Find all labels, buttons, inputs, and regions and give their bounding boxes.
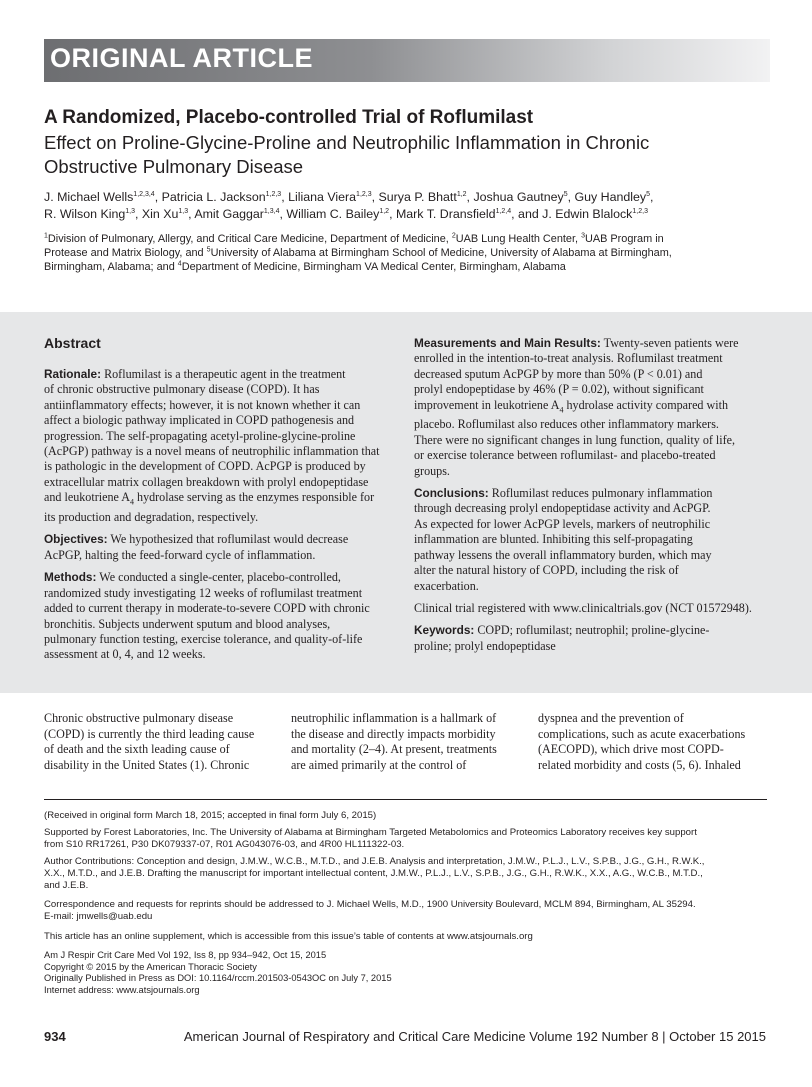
- author-affiliation-marker: 1,3: [178, 207, 189, 215]
- abstract-line: Roflumilast is a therapeutic agent in the treatment: [104, 367, 346, 381]
- abstract-line: decreased sputum AcPGP by more than 50% (P < 0.01) and: [414, 366, 703, 381]
- author-name: Liliana Viera: [288, 190, 357, 204]
- author-affiliation-marker: 5: [563, 190, 568, 198]
- body-column-3: [538, 711, 745, 773]
- abstract-line: Twenty-seven patients were: [603, 336, 739, 350]
- affiliation-number: 3: [581, 232, 585, 240]
- abstract-fragment: hydrolase activity compared with: [566, 397, 729, 412]
- article-subtitle-line-2: Obstructive Pulmonary Disease: [44, 156, 304, 177]
- abstract-line: AcPGP, halting the feed-forward cycle of inflammation.: [44, 547, 316, 562]
- author-affiliation-marker: 1,2,3: [356, 190, 372, 198]
- affiliation-text: Division of Pulmonary, Allergy, and Critical Care Medicine, Department of Medicine,: [47, 233, 449, 245]
- abstract-line: enrolled in the intention-to-treat analysis. Roflumilast treatment: [414, 351, 723, 366]
- footnote-line: Supported by Forest Laboratories, Inc. The University of Alabama at Birmingham Targeted Metabolomics and Proteomics Laboratory receives key support: [44, 827, 697, 838]
- subscript: 4: [129, 497, 134, 507]
- body-line: and mortality (2–4). At present, treatments: [291, 742, 497, 757]
- body-column-2: [291, 711, 497, 773]
- author-affiliation-marker: 1,2,4: [495, 207, 512, 215]
- body-line: are aimed primarily at the control of: [291, 757, 467, 772]
- body-line: dyspnea and the prevention of: [538, 711, 684, 725]
- citation-line: Originally Published in Press as DOI: 10.1164/rccm.201503-0543OC on July 7, 2015: [44, 973, 392, 984]
- citation-line: Internet address: www.atsjournals.org: [44, 984, 200, 995]
- citation-line: Am J Respir Crit Care Med Vol 192, Iss 8, pp 934–942, Oct 15, 2015: [44, 950, 327, 960]
- abstract-line: randomized study investigating 12 weeks of roflumilast treatment: [44, 585, 363, 600]
- affiliation-text: UAB Lung Health Center,: [455, 233, 579, 245]
- footnote-line: (Received in original form March 18, 2015; accepted in final form July 6, 2015): [44, 810, 377, 821]
- abstract-line: is pathologic in the development of COPD. AcPGP is produced by: [44, 459, 366, 474]
- body-line: the disease and directly impacts morbidity: [291, 726, 496, 741]
- citation-block: [44, 950, 392, 996]
- abstract-line: placebo. Roflumilast also reduces other inflammatory markers.: [414, 417, 719, 432]
- correspondence-note: [44, 899, 696, 923]
- author-affiliation-marker: 1,2,3: [632, 207, 648, 215]
- section-label: Methods:: [44, 570, 97, 585]
- affiliation-number: 1: [44, 232, 48, 240]
- author-affiliation-marker: 1,2: [456, 190, 467, 198]
- article-title: A Randomized, Placebo-controlled Trial of Roflumilast: [44, 107, 534, 128]
- affiliation-text: Department of Medicine, Birmingham VA Medical Center, Birmingham, Alabama: [181, 261, 566, 273]
- author-name: William C. Bailey: [286, 207, 380, 221]
- author-affiliation-marker: 1,2,3,4: [133, 190, 155, 198]
- footnote-line: from S10 RR17261, P30 DK079337-07, R01 AG043076-03, and 4R00 HL111322-03.: [44, 839, 405, 850]
- abstract-methods: [44, 570, 380, 585]
- abstract-line: There were no significant changes in lung function, quality of life,: [414, 432, 736, 447]
- abstract-line: [44, 490, 380, 510]
- abstract-line: or exercise tolerance between roflumilast- and placebo-treated: [414, 448, 716, 463]
- correspondence-email[interactable]: E-mail: jmwells@uab.edu: [44, 911, 153, 922]
- affiliation-text: Birmingham, Alabama; and: [44, 261, 175, 273]
- abstract-results: [414, 336, 752, 351]
- author-affiliation-marker: 1,3,4: [263, 207, 280, 215]
- author-name: Xin Xu: [141, 207, 179, 221]
- abstract-line: exacerbation.: [414, 578, 479, 593]
- citation-line: Copyright © 2015 by the American Thoracic Society: [44, 961, 257, 972]
- author-name: Joshua Gautney: [473, 190, 564, 204]
- author-contributions-note: [44, 856, 704, 892]
- footnote-line: X.X., M.T.D., and J.E.B. Drafting the manuscript for important intellectual content, J.M.W., P.L.J., L.V., S.P.B., J.G., G.H., R.W.K., X.X., A.G., W.C.B., M.T.D.,: [44, 868, 703, 879]
- abstract-line: Roflumilast reduces pulmonary inflammation: [491, 486, 713, 501]
- abstract-line: (AcPGP) pathway is a novel means of neutrophilic inflammation that: [44, 444, 380, 459]
- abstract-line: proline; prolyl endopeptidase: [414, 638, 556, 653]
- supplement-note: [44, 931, 533, 943]
- body-line: neutrophilic inflammation is a hallmark of: [291, 711, 497, 725]
- body-line: related morbidity and costs (5, 6). Inhaled: [538, 757, 741, 772]
- page-number: 934: [44, 1029, 66, 1044]
- author-affiliation-marker: 1,2: [379, 207, 390, 215]
- author-name: and J. Edwin Blalock: [518, 207, 633, 221]
- affiliation-number: 2: [451, 232, 456, 240]
- abstract-line: prolyl endopeptidase by 46% (P = 0.02), without significant: [414, 382, 704, 397]
- author-name: R. Wilson King: [44, 207, 126, 221]
- section-label: Measurements and Main Results:: [414, 336, 601, 350]
- author-affiliation-marker: 5: [646, 190, 651, 198]
- abstract-heading: Abstract: [44, 335, 101, 351]
- author-name: Amit Gaggar: [194, 207, 264, 221]
- affiliations-line-2: [44, 247, 672, 259]
- author-name: J. Michael Wells: [44, 190, 134, 204]
- abstract-line: added to current therapy in moderate-to-severe COPD with chronic: [44, 601, 370, 616]
- section-label: Objectives:: [44, 532, 108, 547]
- subscript: 4: [559, 405, 564, 415]
- journal-footer: American Journal of Respiratory and Critical Care Medicine Volume 192 Number 8 | October 15 2015: [183, 1029, 766, 1044]
- abstract-line: through decreasing prolyl endopeptidase activity and AcPGP.: [414, 501, 711, 516]
- body-line: Chronic obstructive pulmonary disease: [44, 711, 234, 725]
- abstract-left-column: [44, 367, 380, 663]
- abstract-right-column: [414, 336, 752, 654]
- abstract-line: COPD; roflumilast; neutrophil; proline-glycine-: [477, 623, 710, 638]
- author-name: Patricia L. Jackson: [161, 190, 266, 204]
- abstract-line: bronchitis. Subjects underwent sputum and blood analyses,: [44, 616, 331, 631]
- author-name: Surya P. Bhatt: [378, 190, 457, 204]
- abstract-line: pathway lessens the overall inflammatory burden, which may: [414, 547, 712, 562]
- author-name: Mark T. Dransfield: [395, 207, 496, 221]
- abstract-line: We conducted a single-center, placebo-controlled,: [99, 570, 341, 585]
- footnote-line: Author Contributions: Conception and design, J.M.W., W.C.B., M.T.D., and J.E.B. Analysis and interpretation, J.M.W., P.L.J., L.V., S.P.B., J.G., G.H., R.W.K.,: [44, 856, 705, 867]
- affiliation-text: University of Alabama at Birmingham School of Medicine, University of Alabama at Birmingham,: [210, 247, 672, 259]
- footnote-line: Correspondence and requests for reprints should be addressed to J. Michael Wells, M.D., 1900 University Boulevard, MCLM 894, Birmingham, AL 35294.: [44, 899, 696, 910]
- body-line: complications, such as acute exacerbations: [538, 726, 746, 741]
- trial-registration: Clinical trial registered with www.clinicaltrials.gov (NCT 01572948).: [414, 600, 752, 615]
- support-note: [44, 827, 697, 851]
- abstract-line: its production and degradation, respectively.: [44, 510, 259, 525]
- received-note: [44, 810, 376, 822]
- abstract-line: inflammation are blunted. Inhibiting this self-propagating: [414, 532, 693, 547]
- body-line: of death and the sixth leading cause of: [44, 742, 230, 757]
- footnote-line: and J.E.B.: [44, 880, 89, 891]
- affiliations-line-1: [44, 233, 664, 245]
- body-line: (AECOPD), which drive most COPD-: [538, 742, 724, 757]
- affiliations-line-3: [44, 261, 566, 273]
- section-label: Rationale:: [44, 367, 102, 381]
- abstract-line: of chronic obstructive pulmonary disease (COPD). It has: [44, 382, 320, 397]
- section-label: Keywords:: [414, 623, 475, 638]
- abstract-rationale: [44, 367, 380, 382]
- abstract-line: As expected for lower AcPGP levels, markers of neutrophilic: [414, 516, 711, 531]
- abstract-line: antiinflammatory effects; however, it is not known whether it can: [44, 397, 361, 412]
- author-list-line-2: R. Wilson King$^{1,3}$, Xin Xu$^{1,3}$, Amit Gaggar$^{1,3,4}$, William C. Bailey$^{1,2}$, Mark T. Dransfield$^{1,2,4}$, and J. Edwin Blalock$^{1,2,3}$: [44, 207, 648, 221]
- abstract-line: progression. The self-propagating acetyl-proline-glycine-proline: [44, 428, 356, 443]
- body-line: (COPD) is currently the third leading cause: [44, 726, 255, 741]
- body-line: disability in the United States (1). Chronic: [44, 757, 250, 772]
- abstract-line: [414, 398, 752, 418]
- abstract-line: pulmonary function testing, exercise tolerance, and quality-of-life: [44, 631, 363, 646]
- article-type-label: ORIGINAL ARTICLE: [50, 43, 313, 73]
- abstract-line: alter the natural history of COPD, including the risk of: [414, 563, 679, 578]
- abstract-line: groups.: [414, 463, 450, 478]
- abstract-line: extracellular matrix collagen breakdown with prolyl endopeptidase: [44, 474, 369, 489]
- abstract-fragment: and leukotriene A: [44, 490, 130, 505]
- article-type-banner: [44, 39, 770, 82]
- abstract-keywords: [414, 623, 752, 638]
- author-affiliation-marker: 1,3: [125, 207, 135, 215]
- footnote-divider: [44, 799, 767, 800]
- affiliation-text: UAB Program in: [584, 233, 664, 245]
- abstract-fragment: hydrolase serving as the enzymes responsible for: [137, 490, 375, 505]
- abstract-fragment: improvement in leukotriene A: [414, 397, 560, 412]
- footnote-line: This article has an online supplement, which is accessible from this issue’s table of contents at www.atsjournals.org: [44, 931, 533, 942]
- body-column-1: [44, 711, 254, 773]
- affiliation-number: 4: [177, 260, 182, 268]
- section-label: Conclusions:: [414, 486, 489, 501]
- abstract-conclusions: [414, 486, 752, 501]
- author-name: Guy Handley: [574, 190, 647, 204]
- author-affiliation-marker: 1,2,3: [265, 190, 282, 198]
- affiliation-text: Protease and Matrix Biology, and: [44, 247, 204, 259]
- article-subtitle-line-1: Effect on Proline-Glycine-Proline and Neutrophilic Inflammation in Chronic: [44, 132, 650, 153]
- abstract-objectives: [44, 532, 380, 547]
- abstract-line: We hypothesized that roflumilast would decrease: [110, 532, 349, 547]
- affiliation-number: 5: [206, 246, 211, 254]
- abstract-line: assessment at 0, 4, and 12 weeks.: [44, 647, 206, 662]
- author-list-line-1: J. Michael Wells$^{1,2,3,4}$, Patricia L. Jackson$^{1,2,3}$, Liliana Viera$^{1,2,3}$, Surya P. Bhatt$^{1,2}$, Joshua Gautney$^5$, Guy Handley$^5$,: [44, 190, 654, 204]
- abstract-line: affect a biologic pathway implicated in COPD pathogenesis and: [44, 413, 355, 428]
